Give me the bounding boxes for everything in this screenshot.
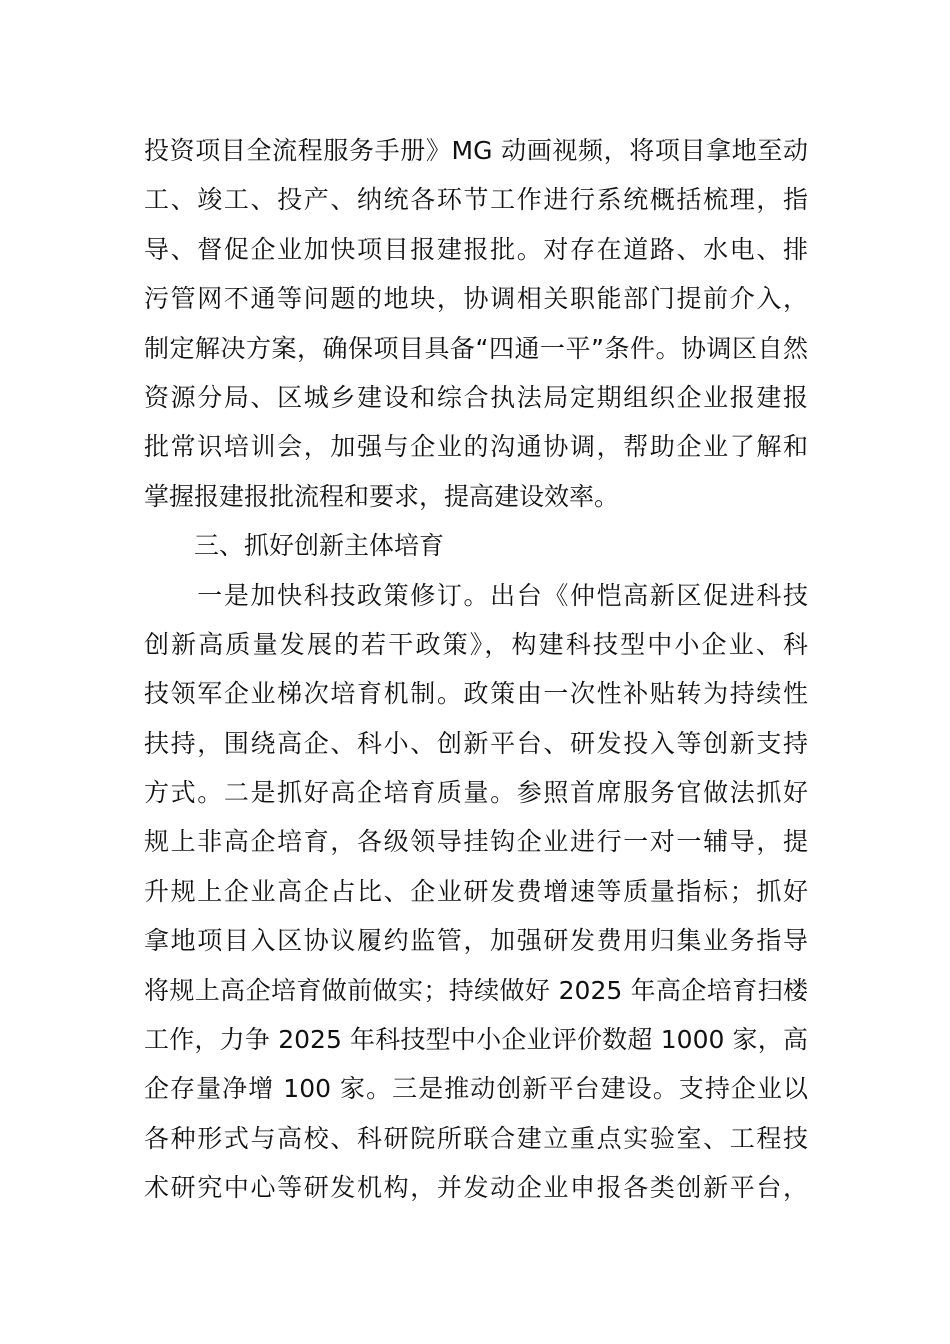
document-body (144, 126, 808, 1213)
text-line: 工作，力争 2025 年科技型中小企业评价数超 1000 家，高 (144, 1025, 808, 1055)
text-line: 升规上企业高企占比、企业研发费增速等质量指标；抓好 (144, 876, 808, 906)
text-line: 技领军企业梯次培育机制。政策由一次性补贴转为持续性 (144, 679, 808, 709)
text-line: 各种形式与高校、科研院所联合建立重点实验室、工程技 (144, 1123, 808, 1153)
text-line: 资源分局、区城乡建设和综合执法局定期组织企业报建报 (144, 382, 808, 412)
text-line: 将规上高企培育做前做实；持续做好 2025 年高企培育扫楼 (144, 975, 808, 1005)
text-line: 方式。二是抓好高企培育质量。参照首席服务官做法抓好 (144, 778, 808, 808)
text-line: 导、督促企业加快项目报建报批。对存在道路、水电、排 (144, 234, 808, 264)
text-line: 批常识培训会，加强与企业的沟通协调，帮助企业了解和 (144, 432, 808, 462)
section-heading: 三、抓好创新主体培育 (144, 531, 445, 561)
text-line: 规上非高企培育，各级领导挂钩企业进行一对一辅导，提 (144, 827, 808, 857)
text-line: 术研究中心等研发机构，并发动企业申报各类创新平台， (144, 1173, 808, 1203)
text-line: 投资项目全流程服务手册》MG 动画视频，将项目拿地至动 (144, 136, 808, 165)
text-line: 工、竣工、投产、纳统各环节工作进行系统概括梳理，指 (144, 185, 808, 215)
text-line: 拿地项目入区协议履约监管，加强研发费用归集业务指导 (144, 926, 808, 956)
text-line: 扶持，围绕高企、科小、创新平台、研发投入等创新支持 (144, 728, 808, 758)
text-line: 制定解决方案，确保项目具备“四通一平”条件。协调区自然 (144, 333, 808, 363)
text-line: 创新高质量发展的若干政策》，构建科技型中小企业、科 (144, 629, 808, 659)
text-line: 一是加快科技政策修订。出台《仲恺高新区促进科技 (144, 580, 808, 610)
text-line: 污管网不通等问题的地块，协调相关职能部门提前介入， (144, 284, 808, 314)
text-line: 企存量净增 100 家。三是推动创新平台建设。支持企业以 (144, 1074, 808, 1104)
text-line: 掌握报建报批流程和要求，提高建设效率。 (144, 481, 620, 511)
